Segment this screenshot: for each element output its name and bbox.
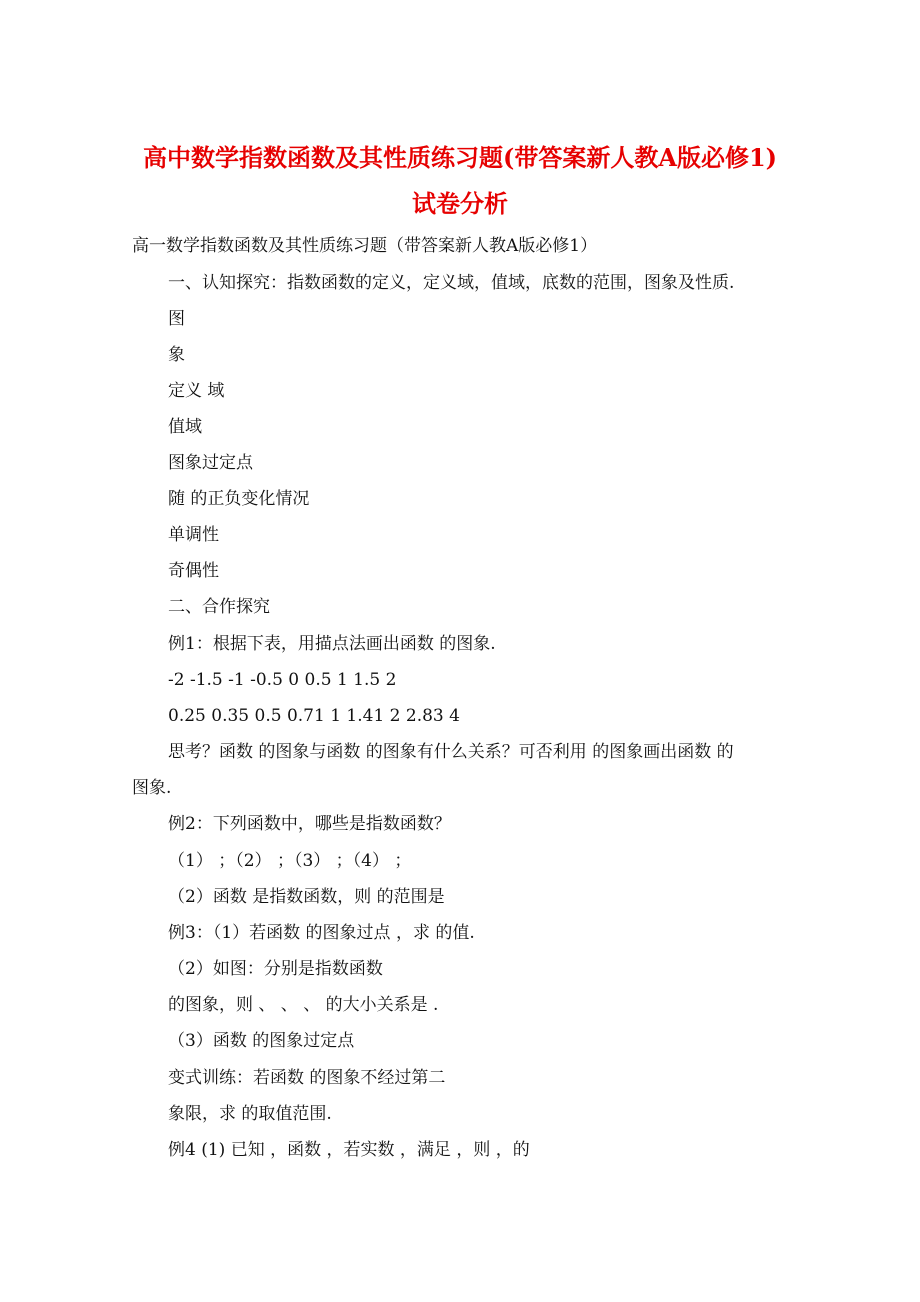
text-line: 图 (168, 309, 185, 329)
section-heading: 二、合作探究 (168, 597, 270, 617)
text-line: （1） ；（2） ；（3） ；（4） ； (168, 851, 412, 871)
text-line: 象限，求 的取值范围. (168, 1104, 332, 1124)
text-line: （2）如图：分别是指数函数 (168, 959, 383, 979)
text-line: （3）函数 的图象过定点 (168, 1031, 355, 1051)
text-line: 奇偶性 (168, 561, 219, 581)
text-line: 单调性 (168, 525, 219, 545)
text-line: 高一数学指数函数及其性质练习题（带答案新人教A版必修1） (132, 236, 598, 256)
text-line: 值域 (168, 417, 202, 437)
document-title: 高中数学指数函数及其性质练习题(带答案新人教A版必修1) (142, 143, 778, 172)
text-line: 一、认知探究：指数函数的定义，定义域，值域，底数的范围，图象及性质. (168, 273, 735, 293)
text-line: 例1：根据下表，用描点法画出函数 的图象. (168, 634, 496, 654)
text-line: 例3：（1）若函数 的图象过点 ，求 的值. (168, 923, 475, 943)
document-subtitle: 试卷分析 (412, 189, 508, 218)
text-line: 随 的正负变化情况 (168, 489, 310, 509)
text-line: 图象过定点 (168, 453, 253, 473)
text-line: 例2：下列函数中，哪些是指数函数？ (168, 814, 451, 834)
text-line: 例4 (1) 已知 ，函数 ，若实数 ，满足 ，则 ，的 (168, 1140, 530, 1160)
text-line: 变式训练：若函数 的图象不经过第二 (168, 1068, 446, 1088)
text-line: 思考？函数 的图象与函数 的图象有什么关系？可否利用 的图象画出函数 的 (168, 742, 734, 762)
text-line: 的图象，则 、 、 、 的大小关系是 . (168, 995, 439, 1015)
text-line: 图象. (132, 778, 172, 798)
table-row: -2 -1.5 -1 -0.5 0 0.5 1 1.5 2 (168, 670, 397, 690)
text-line: 象 (168, 345, 185, 365)
table-row: 0.25 0.35 0.5 0.71 1 1.41 2 2.83 4 (168, 706, 460, 726)
text-line: （2）函数 是指数函数，则 的范围是 (168, 887, 445, 907)
text-line: 定义 域 (168, 381, 225, 401)
